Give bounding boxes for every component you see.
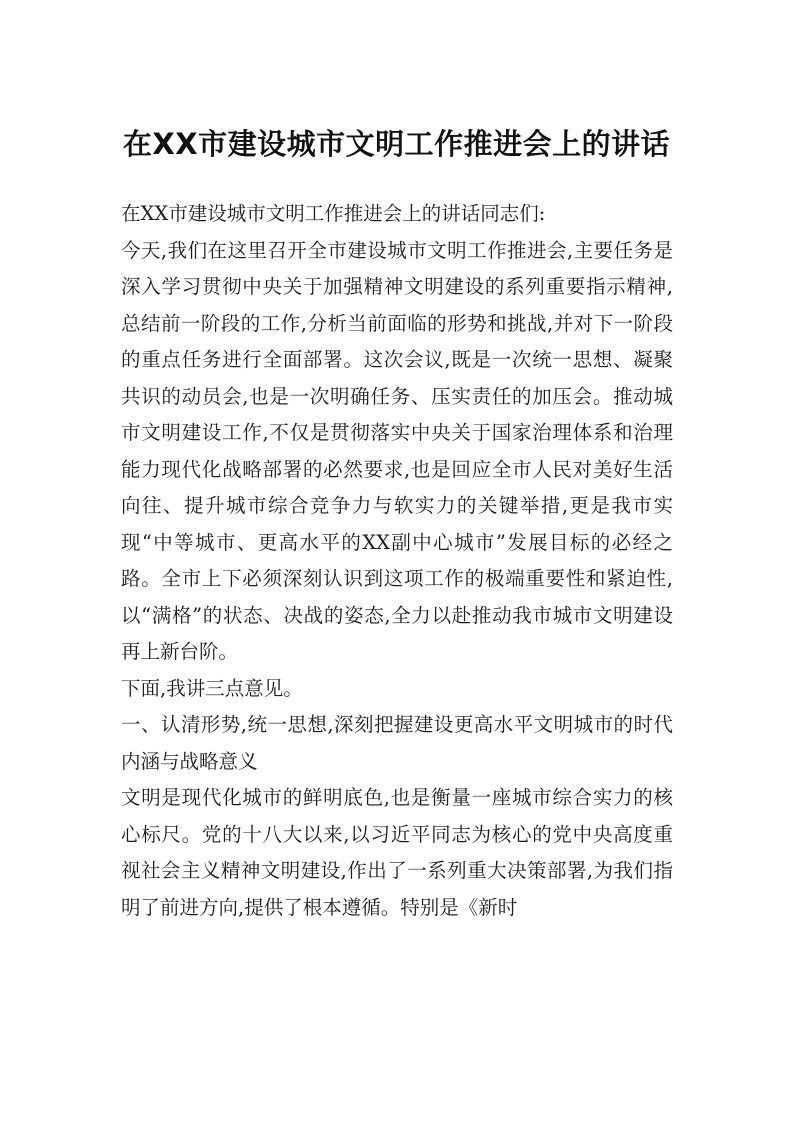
paragraph-intro: 今天,我们在这里召开全市建设城市文明工作推进会,主要任务是深入学习贯彻中央关于加强精神文明建设的系列重要指示精神,总结前一阶段的工作,分析当前面临的形势和挑战,并对下一阶段的重点任务进行全面部署。这次会议,既是一次统一思想、凝聚共识的动员会,也是一次明确任务、压实责任的加压会。推动城市文明建设工作,不仅是贯彻落实中央关于国家治理体系和治理能力现代化战略部署的必然要求,也是回应全市人民对美好生活向往、提升城市综合竞争力与软实力的关键举措,更是我市实现“中等城市、更高水平的XX副中心城市”发展目标的必经之路。全市上下必须深刻认识到这项工作的极端重要性和紧迫性,以“满格”的状态、决战的姿态,全力以赴推动我市城市文明建设再上新台阶。	[121, 238, 673, 663]
paragraph-section-1: 文明是现代化城市的鲜明底色,也是衡量一座城市综合实力的核心标尺。党的十八大以来,以习近平同志为核心的党中央高度重视社会主义精神文明建设,作出了一系列重大决策部署,为我们指明了前进方向,提供了根本遵循。特别是《新时	[121, 786, 673, 919]
document-body	[121, 196, 673, 926]
section-heading-1: 一、认清形势,统一思想,深刻把握建设更高水平文明城市的时代内涵与战略意义	[121, 713, 673, 773]
paragraph-outline: 下面,我讲三点意见。	[121, 676, 303, 700]
paragraph-greeting: 在XX市建设城市文明工作推进会上的讲话同志们:	[121, 202, 546, 225]
document-title: 在XX市建设城市文明工作推进会上的讲话	[122, 127, 671, 161]
